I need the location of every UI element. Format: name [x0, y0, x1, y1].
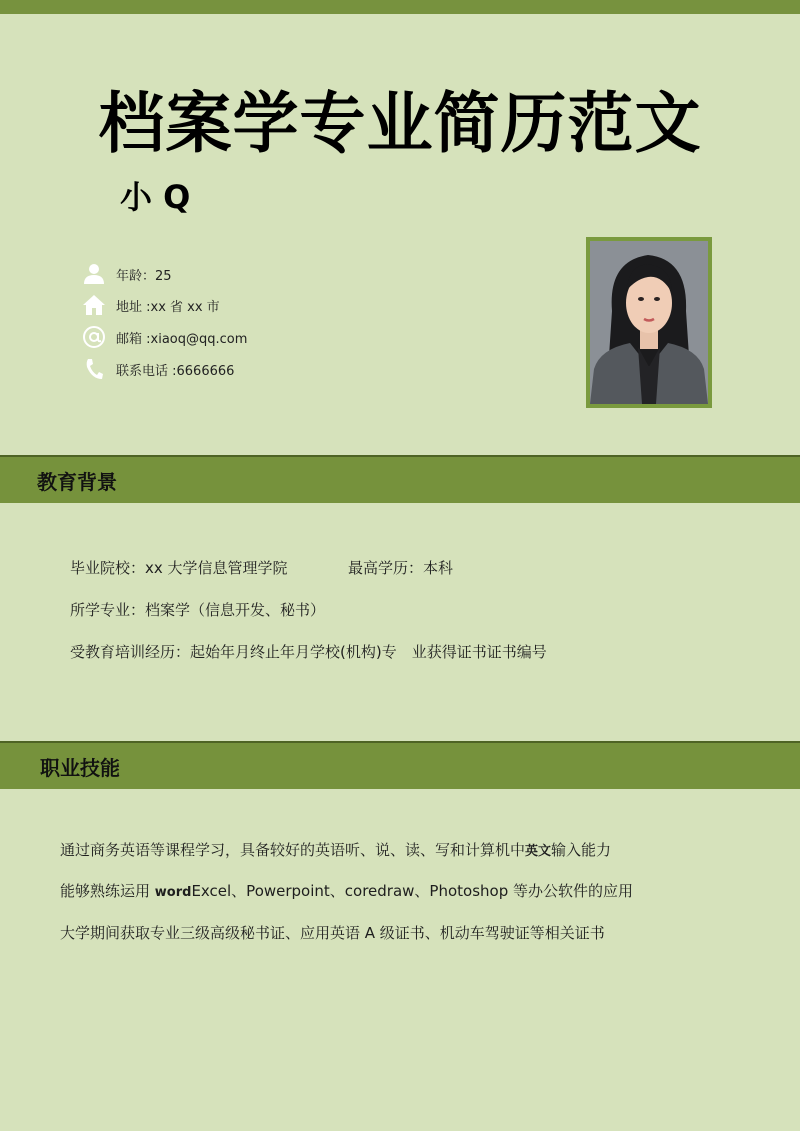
skills-line-2-bold: word — [154, 885, 192, 900]
skills-line-2-end: Excel、Powerpoint、coredraw、Photoshop 等办公软件的应用 — [191, 882, 634, 900]
skills-line-1-start: 通过商务英语等课程学习，具备较好的英语听、说、读、写和计算机中 — [60, 841, 526, 859]
page-title: 档案学专业简历范文 — [98, 85, 702, 162]
top-accent-bar — [0, 0, 800, 14]
education-heading: 教育背景 — [37, 469, 117, 494]
skills-section-header — [0, 741, 800, 789]
education-training: 受教育培训经历：起始年月终止年月学校(机构)专 业获得证书证书编号 — [70, 643, 547, 661]
info-email — [80, 322, 247, 352]
education-school: 毕业院校：xx 大学信息管理学院 — [70, 559, 288, 577]
education-major: 所学专业：档案学（信息开发、秘书） — [70, 601, 326, 619]
skills-line-1-bold: 英文 — [525, 844, 552, 859]
skills-line-1 — [60, 839, 611, 860]
at-icon — [80, 323, 108, 351]
age-text: 年龄：25 — [116, 268, 172, 284]
skills-line-1-end: 输入能力 — [551, 841, 612, 859]
phone-icon — [80, 355, 108, 383]
phone-text: 联系电话 :6666666 — [116, 363, 235, 379]
portrait-image — [590, 241, 708, 404]
skills-line-3: 大学期间获取专业三级高级秘书证、应用英语 A 级证书、机动车驾驶证等相关证书 — [60, 924, 605, 942]
email-text: 邮箱 :xiaoq@qq.com — [116, 331, 248, 347]
skills-line-2-start: 能够熟练运用 — [60, 882, 155, 900]
home-icon — [80, 291, 108, 319]
info-address — [80, 290, 220, 320]
skills-line-2 — [60, 880, 633, 901]
education-section-header — [0, 455, 800, 503]
education-degree: 最高学历：本科 — [348, 559, 454, 577]
profile-photo — [586, 237, 712, 408]
address-text: 地址 :xx 省 xx 市 — [116, 299, 220, 315]
info-age — [80, 259, 172, 289]
candidate-name: 小 Q — [120, 178, 191, 216]
info-phone — [80, 354, 234, 384]
skills-heading: 职业技能 — [40, 755, 120, 780]
person-icon — [80, 260, 108, 288]
